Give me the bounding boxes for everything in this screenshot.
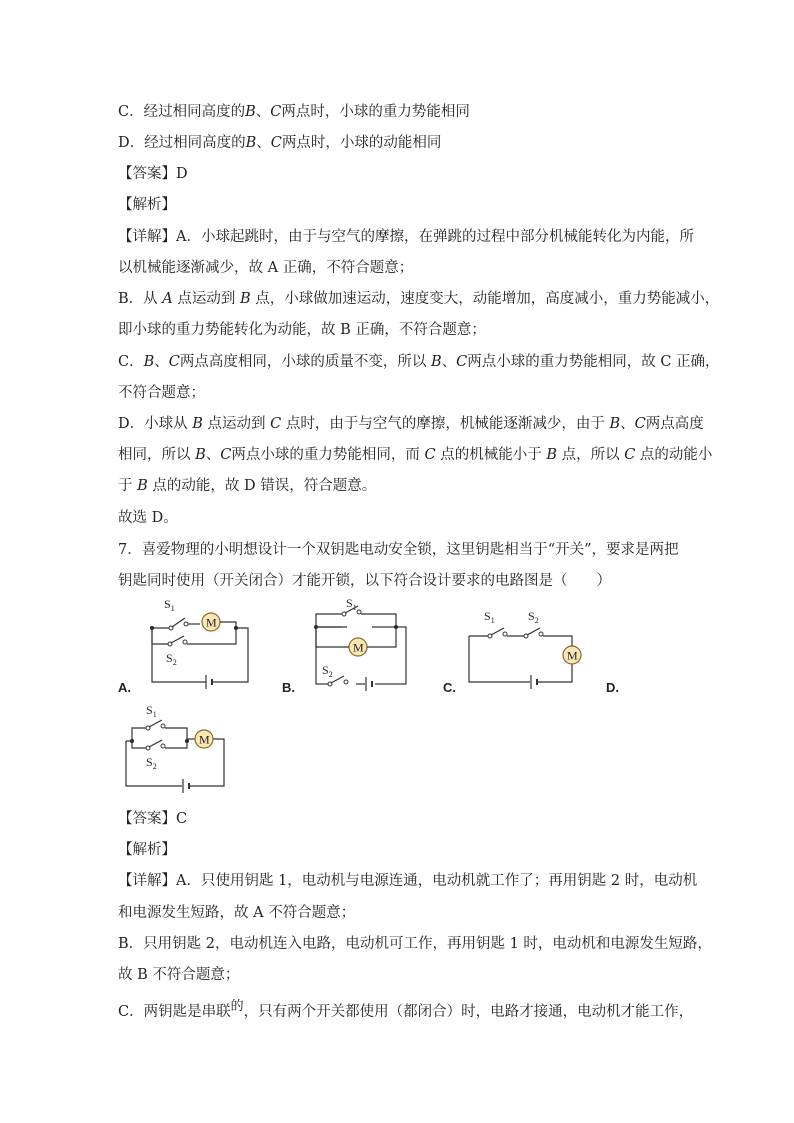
option-c: C．经过相同高度的B、C两点时，小球的重力势能相同 xyxy=(118,104,470,120)
detail-c-line1: C．两钥匙是串联$^的$，只有两个开关都使用（都闭合）时，电路才接通，电动机才能工作， xyxy=(118,999,694,1020)
detail-b-line1: B．从 A 点运动到 B 点，小球做加速运动，速度变大，动能增加，高度减小，重力势能减小， xyxy=(118,291,720,307)
option-label-b: B. xyxy=(282,680,295,695)
switch-s1-label: $S_1$ xyxy=(164,597,175,613)
motor-label: M xyxy=(206,615,217,630)
option-d: D．经过相同高度的B、C两点时，小球的动能相同 xyxy=(118,135,442,151)
motor-label: M xyxy=(353,640,364,655)
switch-s1-label: $S_1$ xyxy=(346,596,357,612)
detail-d-line2: 相同，所以 B、C两点小球的重力势能相同，而 C 点的机械能小于 B 点，所以 C 点的动能小 xyxy=(118,447,713,463)
answer-q6: 【答案】D xyxy=(118,166,188,182)
switch-s1-label: $S_1$ xyxy=(146,703,157,719)
switch-s2-label: $S_2$ xyxy=(322,663,333,679)
detail-line: 【详解】A．小球起跳时，由于与空气的摩擦，在弹跳的过程中部分机械能转化为内能，所 xyxy=(118,229,694,245)
question7-stem-line1: 7．喜爱物理的小明想设计一个双钥匙电动安全锁，这里钥匙相当于“开关”，要求是两把 xyxy=(118,542,679,558)
option-label-d: D. xyxy=(606,680,619,695)
analysis-label-q7: 【解析】 xyxy=(118,842,176,858)
detail-d-line1: D．小球从 B 点运动到 C 点时，由于与空气的摩擦，机械能逐渐减少，由于 B、C两点高度 xyxy=(118,416,704,432)
circuit-diagram-b xyxy=(302,596,412,688)
detail-b-line2: 即小球的重力势能转化为动能，故 B 正确，不符合题意； xyxy=(118,322,486,338)
detail-a-line1: 【详解】A．只使用钥匙 1，电动机与电源连通，电动机就工作了；再用钥匙 2 时，电动机 xyxy=(118,873,698,889)
switch-s2-label: $S_2$ xyxy=(528,609,539,625)
switch-s1-label: $S_1$ xyxy=(484,609,495,625)
switch-s1-blade xyxy=(149,720,162,727)
switch-s2-label: $S_2$ xyxy=(166,651,177,667)
switch-s1-blade xyxy=(172,618,185,627)
motor-label: M xyxy=(199,732,210,747)
detail-d-line3: 于 B 点的动能，故 D 错误，符合题意。 xyxy=(118,478,377,494)
detail-b-line1: B．只用钥匙 2，电动机连入电路，电动机可工作，再用钥匙 1 时，电动机和电源发生短路， xyxy=(118,936,712,952)
option-label-a: A. xyxy=(118,680,131,695)
circuit-diagram-d xyxy=(118,704,230,790)
detail-c-line2: 不符合题意； xyxy=(118,385,205,401)
switch-s2-blade xyxy=(527,628,540,635)
answer-q7: 【答案】C xyxy=(118,811,188,827)
motor-label: M xyxy=(567,648,578,663)
analysis-label-q6: 【解析】 xyxy=(118,197,176,213)
question7-stem-line2: 钥匙同时使用（开关闭合）才能开锁，以下符合设计要求的电路图是（ ） xyxy=(118,573,611,589)
detail-line: 以机械能逐渐减少，故 A 正确，不符合题意； xyxy=(118,260,414,276)
switch-s2-label: $S_2$ xyxy=(146,755,157,771)
circuit-diagram-c xyxy=(462,606,582,688)
switch-s2-blade xyxy=(149,740,162,747)
choice-q6: 故选 D。 xyxy=(118,510,178,526)
switch-s1-blade xyxy=(491,628,504,635)
option-label-c: C. xyxy=(443,680,456,695)
detail-b-line2: 故 B 不符合题意； xyxy=(118,967,240,983)
circuit-diagram-a xyxy=(138,597,253,686)
detail-c-line1: C．B、C两点高度相同，小球的质量不变，所以 B、C两点小球的重力势能相同，故 C 正确， xyxy=(118,354,720,370)
detail-a-line2: 和电源发生短路，故 A 不符合题意； xyxy=(118,905,356,921)
switch-s2-blade xyxy=(171,636,184,643)
